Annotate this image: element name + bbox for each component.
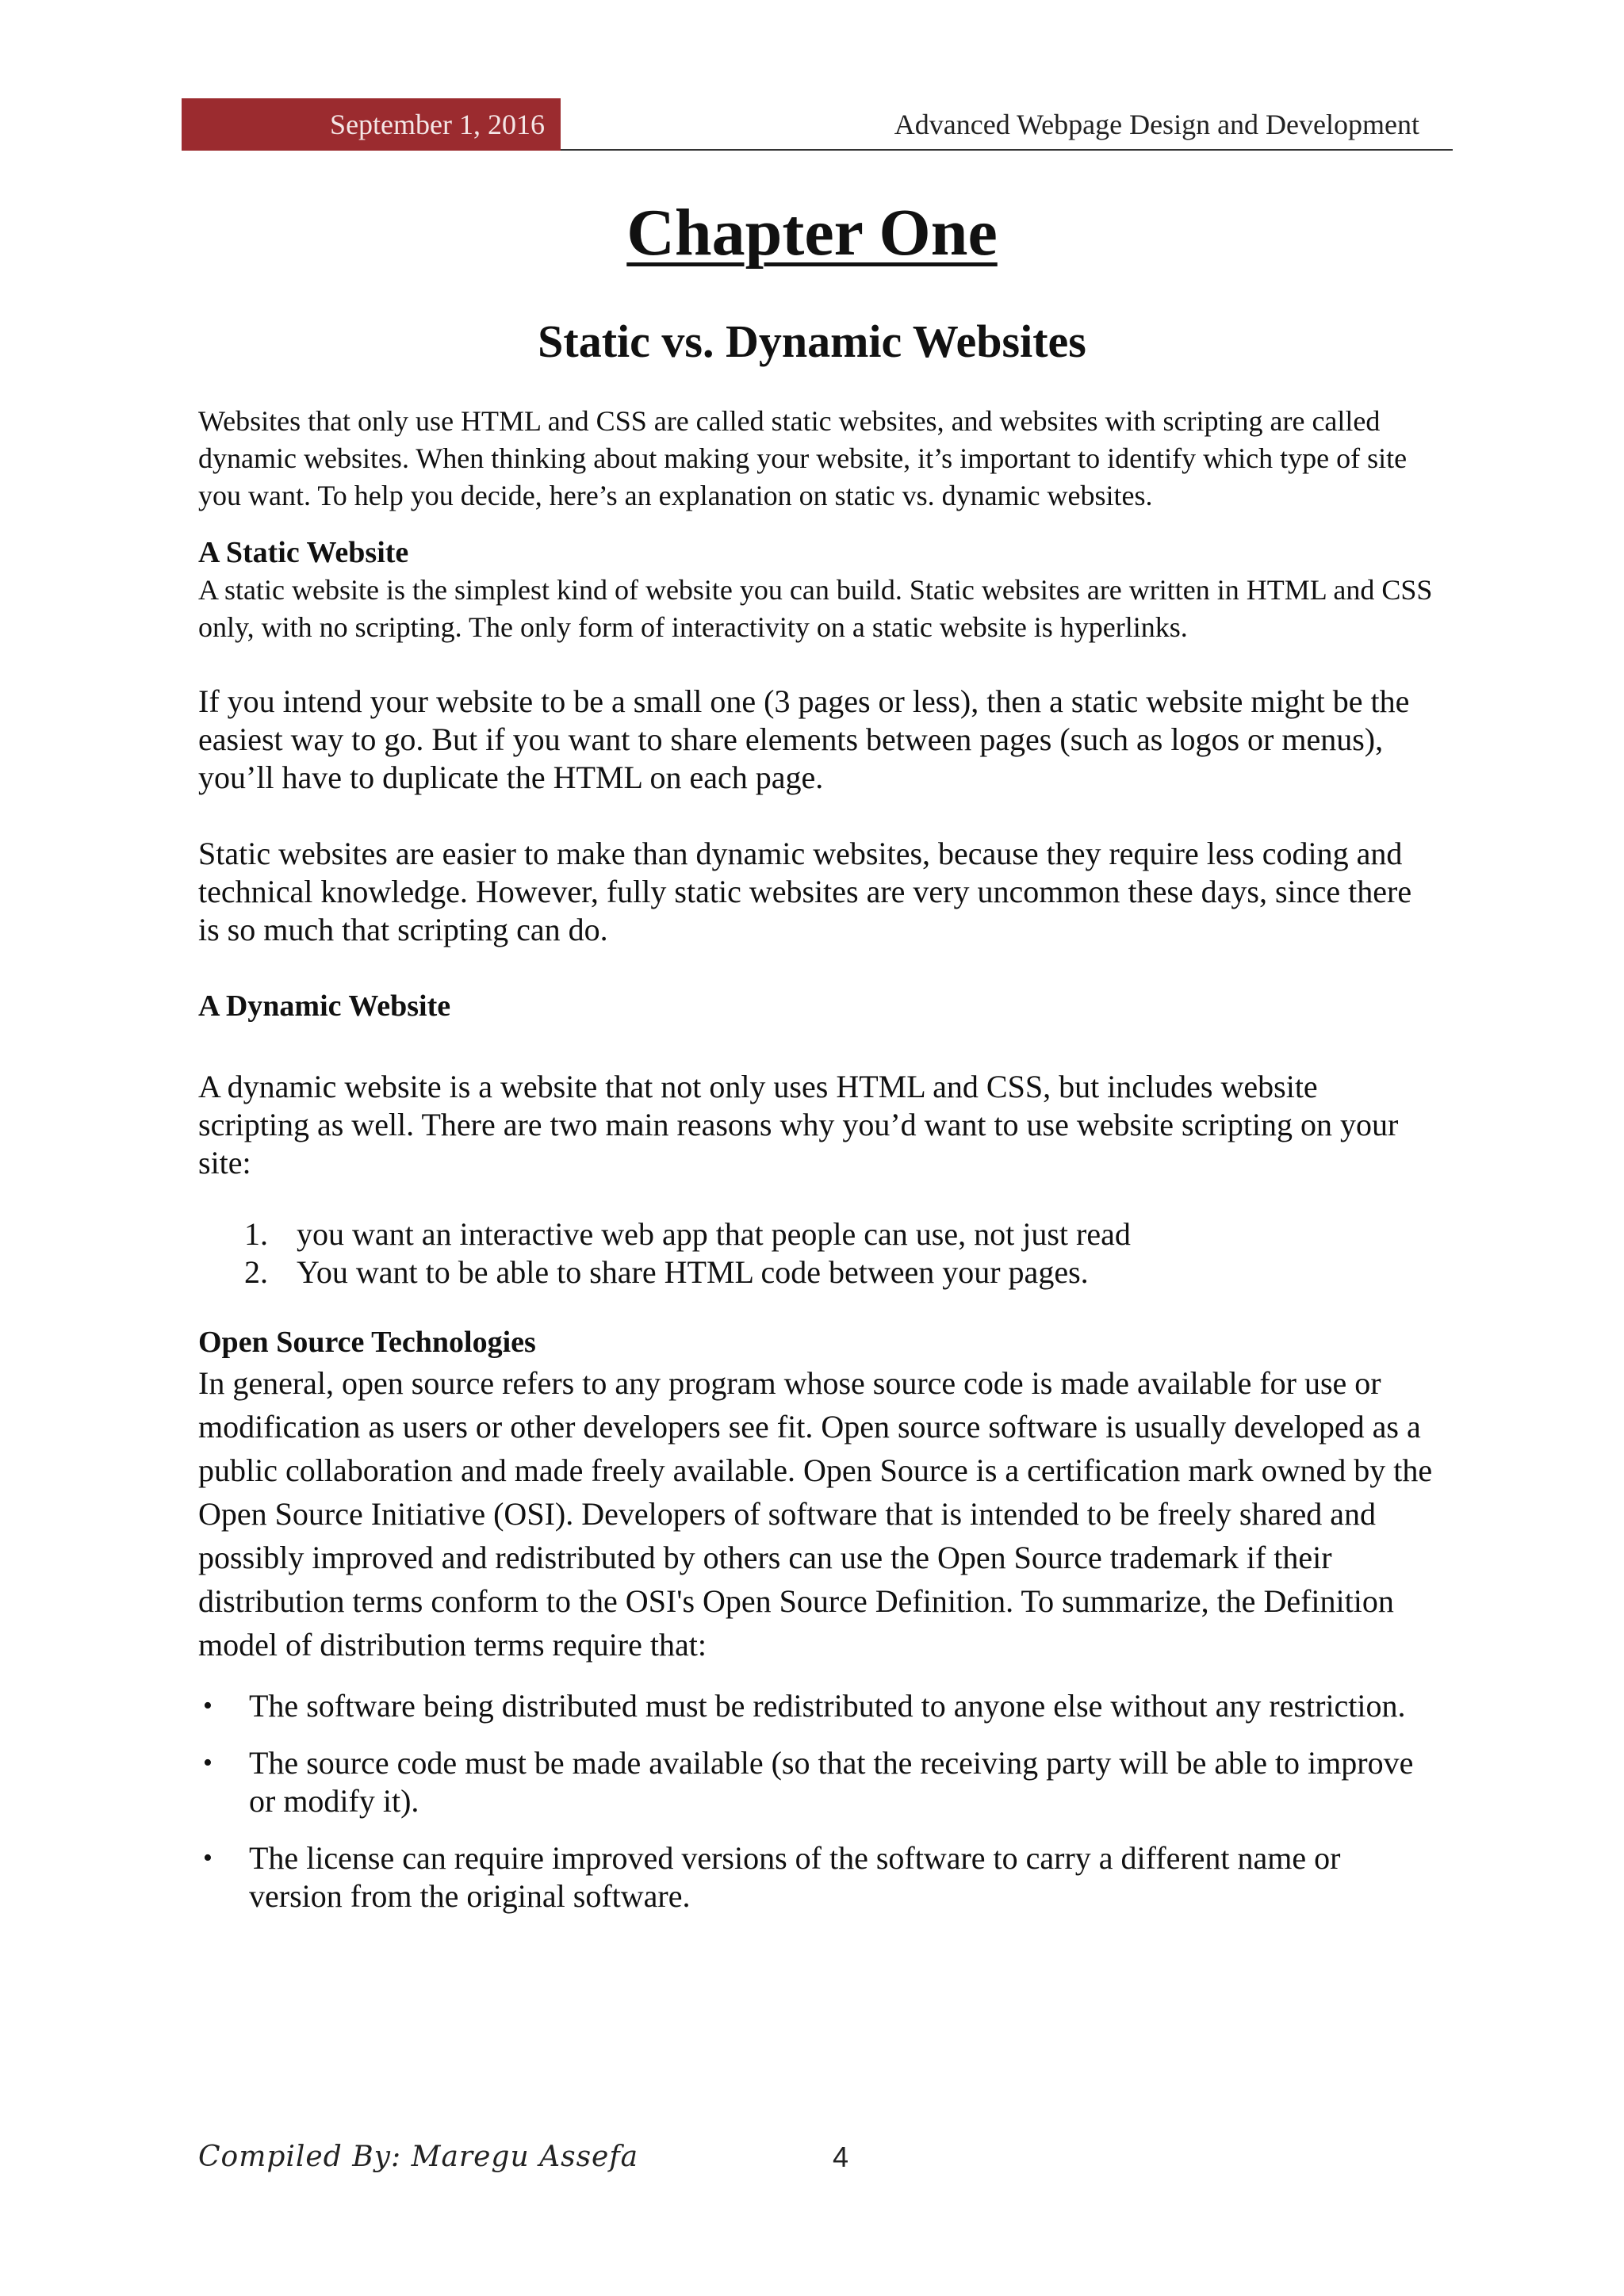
list-item — [198, 1253, 1435, 1292]
page-header — [182, 98, 1453, 151]
list-item-text: You want to be able to share HTML code between your pages. — [297, 1254, 1089, 1290]
static-paragraph-1: A static website is the simplest kind of website you can build. Static websites are written in HTML and CSS only, with no scripting. The only form of interactivity on a static website is hyperlinks. — [198, 574, 1433, 643]
reasons-list — [198, 1215, 1435, 1292]
dynamic-paragraph-1: A dynamic website is a website that not only uses HTML and CSS, but includes website scripting as well. There are two main reasons why you’d want to use website scripting on your site: — [198, 1069, 1399, 1181]
bullet-icon: • — [203, 1748, 213, 1777]
list-item-text: The software being distributed must be redistributed to anyone else without any restriction. — [249, 1688, 1406, 1724]
page-content — [198, 403, 1435, 1934]
chapter-title: Chapter One — [626, 196, 998, 270]
bullet-icon: • — [203, 1843, 213, 1873]
list-number: 1. — [244, 1216, 268, 1252]
footer-author: Compiled By: Maregu Assefa — [198, 2141, 639, 2173]
list-item-text: The source code must be made available (so that the receiving party will be able to improve or modify it). — [249, 1745, 1414, 1819]
list-item — [198, 1215, 1435, 1253]
definition-terms-list — [198, 1687, 1435, 1915]
static-paragraph-2: If you intend your website to be a small one (3 pages or less), then a static website might be the easiest way to go. But if you want to share elements between pages (such as logos or menus), you’ll have to duplicate the HTML on each page. — [198, 683, 1410, 795]
header-course-title: Advanced Webpage Design and Development — [894, 109, 1419, 140]
static-paragraph-3: Static websites are easier to make than dynamic websites, because they require less coding and technical knowledge. However, fully static websites are very uncommon these days, since there is so much that scripting can do. — [198, 836, 1412, 947]
open-source-heading: Open Source Technologies — [198, 1326, 536, 1359]
dynamic-website-heading: A Dynamic Website — [198, 989, 451, 1023]
intro-paragraph: Websites that only use HTML and CSS are called static websites, and websites with scripting are called dynamic websites. When thinking about making your website, it’s important to identify which type of site you want. To help you decide, here’s an explanation on static vs. dynamic websites. — [198, 405, 1408, 511]
header-rule — [561, 149, 1453, 151]
section-title: Static vs. Dynamic Websites — [538, 316, 1086, 367]
header-date: September 1, 2016 — [182, 98, 561, 151]
list-item-text: The license can require improved versions of the software to carry a different name or version from the original software. — [249, 1840, 1341, 1914]
static-website-heading: A Static Website — [198, 536, 409, 569]
open-source-paragraph: In general, open source refers to any program whose source code is made available for use or modification as users or other developers see fit. Open source software is usually developed as a public collaboration and made freely available. Open Source is a certification mark owned by the Open Source Initiative (OSI). Developers of software that is intended to be freely shared and possibly improved and redistributed by others can use the Open Source trademark if their distribution terms conform to the OSI's Open Source Definition. To summarize, the Definition model of distribution terms require that: — [198, 1365, 1433, 1663]
bullet-icon: • — [203, 1691, 213, 1720]
page-number: 4 — [833, 2141, 849, 2173]
list-item-text: you want an interactive web app that people can use, not just read — [297, 1216, 1131, 1252]
list-item — [198, 1839, 1435, 1915]
list-item — [198, 1687, 1435, 1725]
list-number: 2. — [244, 1254, 268, 1290]
list-item — [198, 1744, 1435, 1820]
